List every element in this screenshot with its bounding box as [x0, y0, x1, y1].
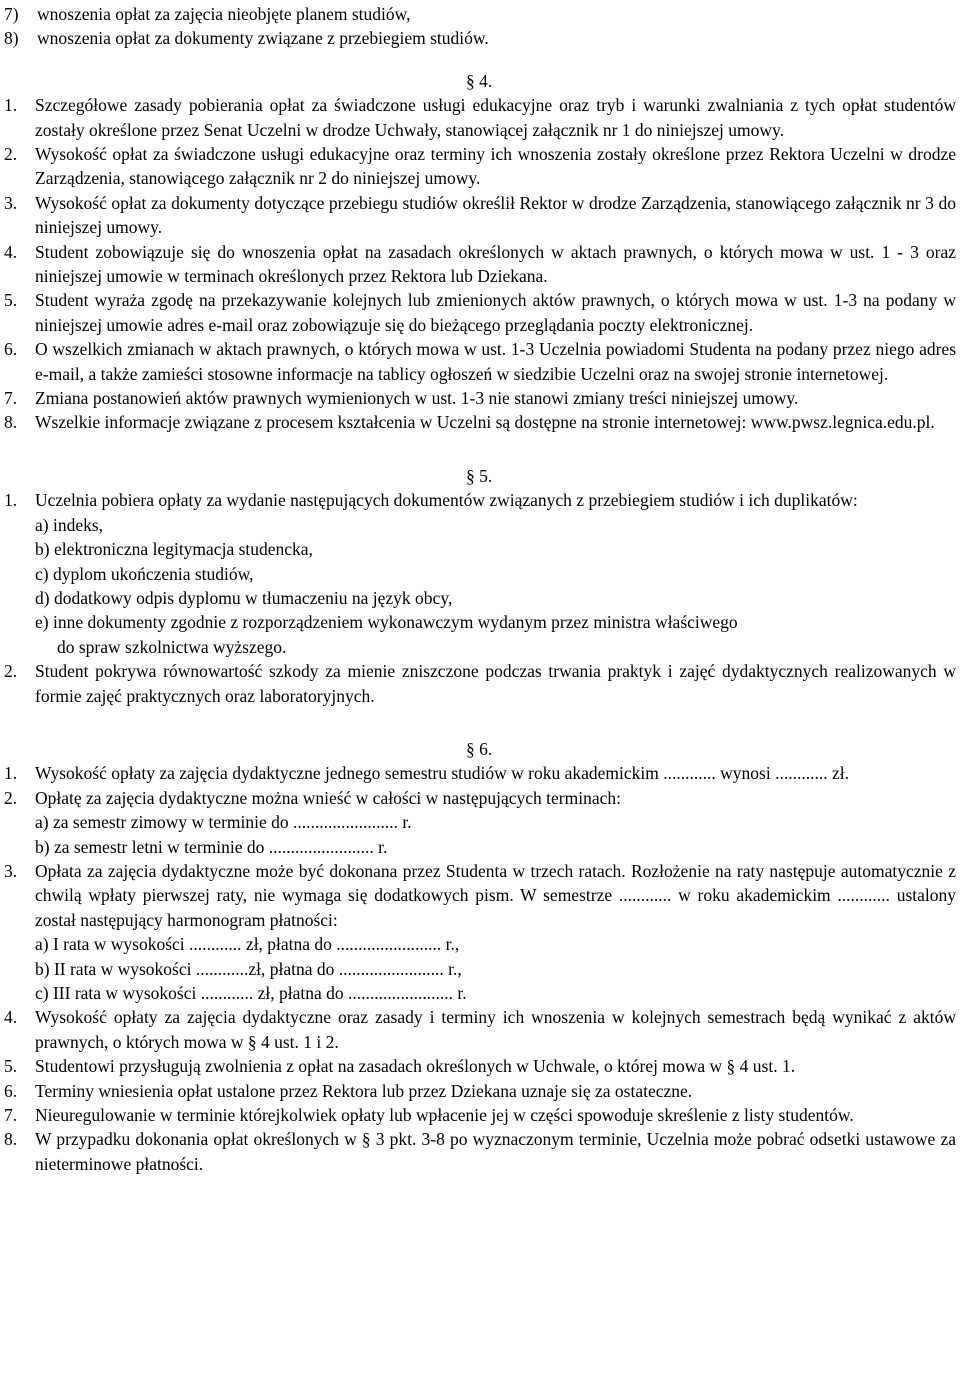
item-text: Wysokość opłat za dokumenty dotyczące przebiegu studiów określił Rektor w drodze Zarządzenia, stanowiącego załącznik nr 3 do niniejszej umowy.	[35, 192, 956, 238]
item-number: 2.	[4, 787, 18, 808]
list-item	[4, 786, 956, 859]
document-page	[4, 2, 956, 1176]
list-item	[4, 761, 956, 785]
sub-item: a) za semestr zimowy w terminie do ........................ r.	[35, 812, 412, 833]
section-heading: § 5.	[466, 465, 493, 486]
item-number: 7)	[4, 4, 19, 24]
item-text: Wysokość opłaty za zajęcia dydaktyczne oraz zasady i terminy ich wnoszenia w kolejnych semestrach będą wynikać z aktów prawnych, o których mowa w § 4 ust. 1 i 2.	[35, 1007, 956, 1052]
item-text: Wszelkie informacje związane z procesem kształcenia w Uczelni są dostępne na stronie internetowej: www.pwsz.legnica.edu.pl.	[35, 412, 935, 433]
item-number: 2.	[4, 144, 18, 165]
item-number: 2.	[4, 661, 18, 682]
list-item	[4, 386, 956, 410]
item-number: 4.	[4, 241, 18, 262]
item-text: Zmiana postanowień aktów prawnych wymienionych w ust. 1-3 nie stanowi zmiany treści niniejszej umowy.	[35, 388, 799, 409]
item-number: 3.	[4, 192, 18, 213]
item-text: Szczegółowe zasady pobierania opłat za świadczone usługi edukacyjne oraz tryb i warunki zwalniania z tych opłat studentów zostały określone przez Senat Uczelni w drodze Uchwały, stanowiącej załącznik nr 1 do niniejszej umowy.	[35, 95, 956, 140]
list-item	[4, 288, 956, 337]
item-number: 1.	[4, 763, 18, 784]
list-item	[4, 410, 956, 434]
list-item	[4, 93, 956, 142]
item-text: Wysokość opłaty za zajęcia dydaktyczne jednego semestru studiów w roku akademickim ............ wynosi ............ zł.	[35, 763, 849, 784]
item-text: Student zobowiązuje się do wnoszenia opłat na zasadach określonych w aktach prawnych, o których mowa w ust. 1 - 3 oraz niniejszej umowie w terminach określonych przez Rektora lub Dziekana.	[35, 241, 956, 287]
list-item	[4, 1103, 956, 1127]
item-number: 7.	[4, 388, 18, 409]
item-number: 7.	[4, 1105, 18, 1126]
item-number: 5.	[4, 1056, 18, 1077]
list-item	[4, 2, 956, 26]
list-item	[4, 659, 956, 708]
item-number: 5.	[4, 290, 18, 311]
list-item	[4, 1079, 956, 1103]
sub-item: b) elektroniczna legitymacja studencka,	[35, 539, 313, 560]
item-text: Opłatę za zajęcia dydaktyczne można wnieść w całości w następujących terminach:	[35, 787, 621, 808]
list-item	[4, 142, 956, 191]
sub-item: b) II rata w wysokości ............zł, płatna do ........................ r.,	[35, 958, 462, 979]
list-item	[4, 859, 956, 1005]
item-text: wnoszenia opłat za dokumenty związane z przebiegiem studiów.	[37, 28, 489, 49]
section-heading: § 4.	[466, 70, 493, 91]
list-item	[4, 26, 956, 50]
item-number: 6.	[4, 1080, 18, 1101]
sub-item: c) dyplom ukończenia studiów,	[35, 563, 254, 584]
item-number: 4.	[4, 1007, 18, 1028]
list-item	[4, 240, 956, 289]
item-text: Student wyraża zgodę na przekazywanie kolejnych lub zmienionych aktów prawnych, o których mowa w ust. 1-3 na podany w niniejszej umowie adres e-mail oraz zobowiązuje się do bieżącego przeglądania poczty elektronicznej.	[35, 290, 956, 335]
item-text: Student pokrywa równowartość szkody za mienie zniszczone podczas trwania praktyk i zajęć dydaktycznych realizowanych w formie zajęć praktycznych oraz laboratoryjnych.	[35, 661, 956, 706]
sub-item: a) I rata w wysokości ............ zł, płatna do ........................ r.,	[35, 934, 460, 955]
sub-item-continuation: do spraw szkolnictwa wyższego.	[57, 636, 287, 657]
item-text: Terminy wniesienia opłat ustalone przez Rektora lub przez Dziekana uznaje się za ostateczne.	[35, 1080, 693, 1101]
section-heading: § 6.	[466, 738, 493, 759]
sub-item: d) dodatkowy odpis dyplomu w tłumaczeniu na język obcy,	[35, 587, 453, 608]
item-text: O wszelkich zmianach w aktach prawnych, o których mowa w ust. 1-3 Uczelnia powiadomi Studenta na podany przez niego adres e-mail, a także zamieści stosowne informacje na tablicy ogłoszeń w siedzibie Uczelni oraz na swojej stronie internetowej.	[35, 339, 956, 384]
item-text: Nieuregulowanie w terminie którejkolwiek opłaty lub wpłacenie jej w części spowoduje skreślenie z listy studentów.	[35, 1105, 854, 1126]
item-number: 3.	[4, 860, 18, 881]
item-number: 8.	[4, 1129, 18, 1150]
item-number: 1.	[4, 95, 18, 116]
item-text: Studentowi przysługują zwolnienia z opłat na zasadach określonych w Uchwale, o której mowa w § 4 ust. 1.	[35, 1056, 796, 1077]
item-number: 8.	[4, 412, 18, 433]
item-text: Uczelnia pobiera opłaty za wydanie następujących dokumentów związanych z przebiegiem studiów i ich duplikatów:	[35, 490, 858, 511]
list-item	[4, 337, 956, 386]
sub-item: e) inne dokumenty zgodnie z rozporządzeniem wykonawczym wydanym przez ministra właściwego	[35, 612, 738, 633]
list-item	[4, 488, 956, 659]
item-number: 8)	[4, 28, 19, 49]
list-item	[4, 1127, 956, 1176]
item-number: 6.	[4, 339, 18, 360]
item-text: wnoszenia opłat za zajęcia nieobjęte planem studiów,	[37, 4, 411, 24]
sub-item: c) III rata w wysokości ............ zł, płatna do ........................ r.	[35, 982, 467, 1003]
sub-item: a) indeks,	[35, 514, 104, 535]
list-item	[4, 1005, 956, 1054]
item-text: W przypadku dokonania opłat określonych w § 3 pkt. 3-8 po wyznaczonym terminie, Uczelnia może pobrać odsetki ustawowe za nieterminowe płatności.	[35, 1129, 956, 1174]
item-number: 1.	[4, 490, 18, 511]
list-item	[4, 1054, 956, 1078]
item-text: Opłata za zajęcia dydaktyczne może być dokonana przez Studenta w trzech ratach. Rozłożenie na raty następuje automatycznie z chwilą wpłaty pierwszej raty, nie wymaga się dodatkowych pism. W semestrze ............ w roku akademickim ............ ustalony został następujący harmonogram płatności:	[35, 860, 956, 930]
item-text: Wysokość opłat za świadczone usługi edukacyjne oraz terminy ich wnoszenia zostały określone przez Rektora Uczelni w drodze Zarządzenia, stanowiącego załącznik nr 2 do niniejszej umowy.	[35, 144, 956, 189]
list-item	[4, 191, 956, 240]
sub-item: b) za semestr letni w terminie do ........................ r.	[35, 836, 388, 857]
